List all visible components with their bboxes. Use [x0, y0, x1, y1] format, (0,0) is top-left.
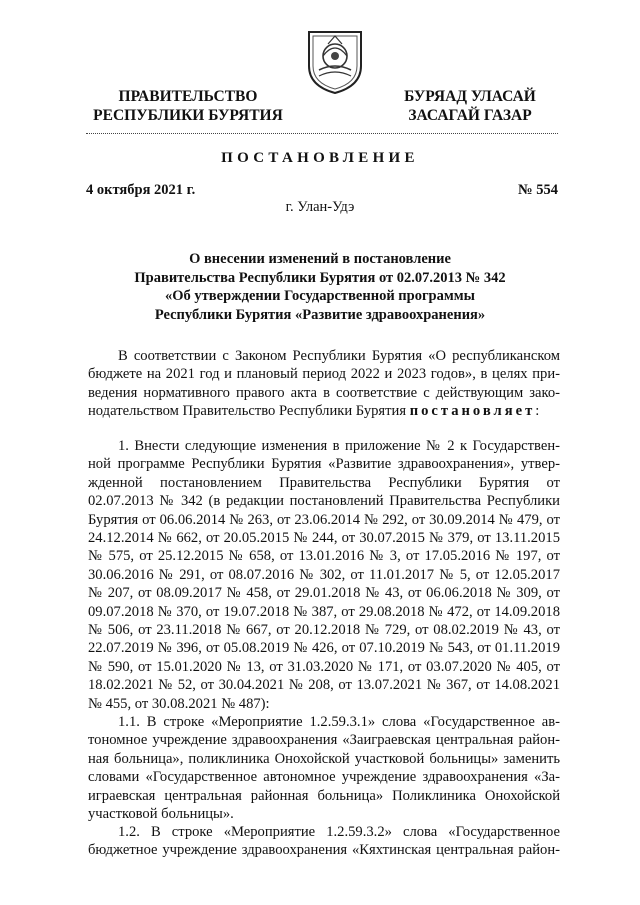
- text-line: ная больница», поликлиника Онохойской участковой больницы» заменить: [88, 750, 560, 767]
- text-line: бюджетное учреждение здравоохранения «Кяхтинская центральная район-: [88, 842, 560, 859]
- text-line: жденной постановлением Правительства Республики Бурятия от: [88, 474, 560, 491]
- clause-1-2-paragraph: [88, 823, 560, 860]
- coat-of-arms-emblem: [301, 26, 369, 96]
- text-line: 30.06.2016 № 291, от 08.07.2016 № 302, от 11.01.2017 № 5, от 12.05.2017: [88, 566, 560, 583]
- document-date: 4 октября 2021 г.: [86, 182, 196, 198]
- subject-line: Правительства Республики Бурятия от 02.07.2013 № 342: [134, 269, 506, 286]
- text-line: № 590, от 15.01.2020 № 13, от 31.03.2020 № 171, от 03.07.2020 № 405, от: [88, 658, 560, 675]
- text-fragment: нодательством Правительство Республики Бурятия: [88, 403, 410, 420]
- decree-word: постановляет: [409, 403, 536, 420]
- subject-line: О внесении изменений в постановление: [189, 251, 451, 267]
- text-line: бюджете на 2021 год и плановый период 2022 и 2023 годов», в целях при-: [88, 366, 560, 383]
- text-line: ной программе Республики Бурятия «Развитие здравоохранения», утвер-: [88, 456, 560, 473]
- text-line: 1. Внести следующие изменения в приложение № 2 к Государствен-: [118, 438, 560, 454]
- government-name-buryat: [390, 87, 550, 125]
- government-name-buryat-line1: БУРЯАД УЛАСАЙ: [404, 88, 536, 105]
- text-line: 09.07.2018 № 370, от 19.07.2018 № 387, от 29.08.2018 № 472, от 14.09.2018: [88, 603, 560, 620]
- text-line: тономное учреждение здравоохранения «Заиграевская центральная район-: [88, 732, 560, 749]
- text-line: № 506, от 23.11.2018 № 667, от 20.12.2018 № 729, от 08.02.2019 № 43, от: [88, 622, 560, 639]
- text-line: № 455, от 30.08.2021 № 487):: [88, 695, 270, 712]
- document-number: № 554: [518, 182, 558, 198]
- government-name-russian: [88, 87, 288, 125]
- subject-line: «Об утверждении Государственной программы: [165, 288, 475, 304]
- document-type-title: ПОСТАНОВЛЕНИЕ: [221, 150, 419, 166]
- text-line: играевская центральная районная больница» Поликлиника Онохойской: [88, 787, 560, 804]
- text-line: участковой больницы».: [88, 806, 234, 823]
- text-line: 22.07.2019 № 396, от 05.08.2019 № 426, от 07.10.2019 № 543, от 01.11.2019: [88, 640, 560, 657]
- document-city: г. Улан-Удэ: [285, 199, 355, 215]
- clause-1-paragraph: [88, 437, 560, 713]
- text-line: [88, 402, 560, 420]
- document-subject: [0, 250, 640, 324]
- subject-line: Республики Бурятия «Развитие здравоохранения»: [154, 306, 486, 323]
- text-line: Бурятия от 06.06.2014 № 263, от 23.06.2014 № 292, от 30.09.2014 № 479, от: [88, 511, 560, 528]
- text-line: № 575, от 25.12.2015 № 658, от 13.01.2016 № 3, от 17.05.2016 № 197, от: [88, 548, 560, 565]
- preamble-paragraph: [88, 347, 560, 421]
- text-line: № 207, от 08.09.2017 № 458, от 29.01.2018 № 43, от 06.06.2018 № 309, от: [88, 585, 560, 602]
- text-fragment: :: [535, 403, 540, 420]
- text-line: 02.07.2013 № 342 (в редакции постановлений Правительства Республики: [88, 493, 560, 510]
- text-line: 1.2. В строке «Мероприятие 1.2.59.3.2» слова «Государственное: [118, 824, 560, 840]
- text-line: словами «Государственное автономное учреждение здравоохранения «За-: [88, 769, 560, 786]
- government-name-buryat-line2: ЗАСАГАЙ ГАЗАР: [408, 107, 532, 124]
- text-line: ведения нормативного правого акта в соответствие с действующим зако-: [88, 384, 560, 401]
- text-line: 24.12.2014 № 662, от 20.05.2015 № 244, от 30.07.2015 № 379, от 13.11.2015: [88, 530, 560, 547]
- government-name-line1: ПРАВИТЕЛЬСТВО: [118, 88, 258, 105]
- text-line: 18.02.2021 № 52, от 30.04.2021 № 208, от 13.07.2021 № 367, от 14.08.2021: [88, 677, 560, 694]
- text-line: 1.1. В строке «Мероприятие 1.2.59.3.1» слова «Государственное ав-: [118, 714, 560, 730]
- clause-1-1-paragraph: [88, 713, 560, 823]
- header-divider: [86, 133, 558, 134]
- government-name-line2: РЕСПУБЛИКИ БУРЯТИЯ: [93, 107, 283, 124]
- text-line: В соответствии с Законом Республики Бурятия «О республиканском: [118, 348, 560, 364]
